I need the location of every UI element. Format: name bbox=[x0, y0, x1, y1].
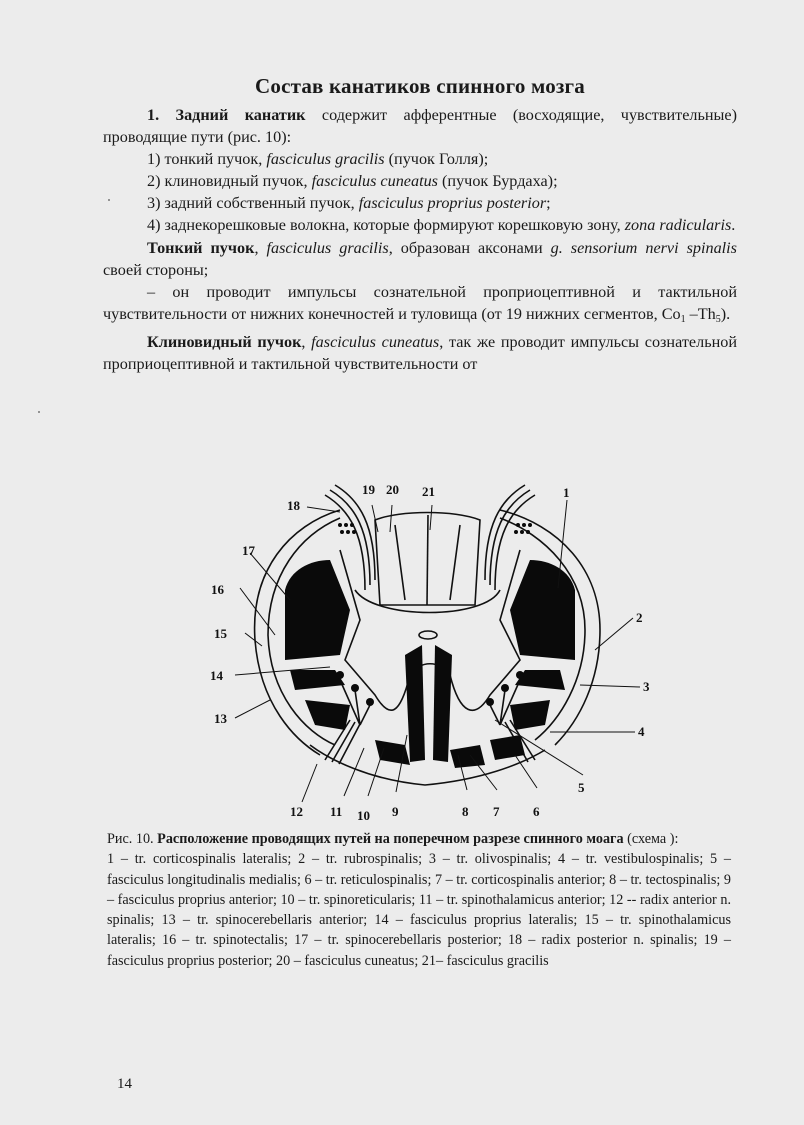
label-14: 14 bbox=[210, 668, 223, 683]
list-item bbox=[103, 214, 737, 236]
bold-term: 1. Задний канатик bbox=[147, 106, 306, 124]
page-title: Состав канатиков спинного мозга bbox=[255, 74, 585, 98]
latin-term: fasciculus proprius posterior bbox=[358, 194, 547, 213]
paragraph-cuneate bbox=[103, 331, 737, 375]
text: 3) задний собственный пучок, bbox=[147, 194, 359, 213]
text: 2) клиновидный пучок, bbox=[147, 172, 312, 191]
latin-term: g. sensorium nervi spinalis bbox=[550, 238, 737, 257]
text: содержит афферентные (восходящие, чувствительные) проводящие пути (рис. 10): bbox=[103, 106, 737, 147]
latin-term: fasciculus gracilis bbox=[266, 150, 385, 169]
text: – он проводит импульсы сознательной проприоцептивной и тактильной чувствительности от нижних конечностей и туловища (от 19 нижних сегментов, Co bbox=[103, 282, 737, 323]
label-21: 21 bbox=[422, 484, 435, 499]
label-8: 8 bbox=[462, 804, 469, 819]
label-6: 6 bbox=[533, 804, 540, 819]
text: ). bbox=[720, 304, 731, 323]
text: , bbox=[301, 332, 312, 351]
caption-bold: Расположение проводящих путей на поперечном разрезе спинного моага bbox=[157, 831, 624, 847]
label-16: 16 bbox=[211, 582, 224, 597]
text: 4) заднекорешковые волокна, которые формируют корешковую зону, bbox=[147, 216, 625, 235]
scan-speck bbox=[108, 199, 110, 201]
label-1: 1 bbox=[563, 485, 570, 500]
scan-speck bbox=[38, 411, 40, 413]
bold-term: Клиновидный пучок bbox=[147, 332, 302, 351]
spinal-cord-diagram bbox=[200, 470, 660, 830]
label-4: 4 bbox=[638, 724, 645, 739]
text: (пучок Бурдаха); bbox=[437, 172, 558, 191]
label-7: 7 bbox=[493, 804, 500, 819]
subscript: 5 bbox=[715, 313, 721, 325]
caption-title bbox=[107, 829, 731, 849]
anterior-column-left bbox=[405, 645, 425, 762]
label-11: 11 bbox=[330, 804, 343, 819]
paragraph-gracile bbox=[103, 237, 737, 281]
latin-term: fasciculus gracilis bbox=[266, 238, 389, 257]
label-10: 10 bbox=[357, 808, 370, 823]
text: –Th bbox=[685, 304, 716, 323]
text: 1) тонкий пучок, bbox=[147, 150, 267, 169]
text: . bbox=[731, 216, 736, 235]
text: , bbox=[254, 238, 267, 257]
text: своей стороны; bbox=[103, 260, 209, 279]
list-item bbox=[103, 170, 737, 192]
page-number: 14 bbox=[117, 1076, 132, 1092]
caption-prefix: Рис. 10. bbox=[107, 831, 158, 847]
latin-term: zona radicularis bbox=[624, 216, 732, 235]
label-9: 9 bbox=[392, 804, 399, 819]
paragraph-gracile-function bbox=[103, 281, 737, 331]
caption-suffix: (схема ): bbox=[623, 831, 679, 847]
dotted-zone-left bbox=[338, 523, 356, 534]
bold-term: Тонкий пучок bbox=[147, 238, 255, 257]
text: (пучок Голля); bbox=[384, 150, 489, 169]
body-text bbox=[103, 104, 737, 375]
tract-17-region bbox=[285, 560, 350, 660]
label-3: 3 bbox=[643, 679, 650, 694]
label-19: 19 bbox=[362, 482, 375, 497]
spinal-cord-svg bbox=[200, 470, 660, 830]
label-20: 20 bbox=[386, 482, 399, 497]
list-item bbox=[103, 148, 737, 170]
label-18: 18 bbox=[287, 498, 300, 513]
paragraph-posterior-funiculus bbox=[103, 104, 737, 148]
text: , так же проводит импульсы сознательной проприоцептивной и тактильной чувствительности от bbox=[103, 332, 737, 374]
label-12: 12 bbox=[290, 804, 303, 819]
tract-1-region bbox=[510, 560, 575, 660]
subscript: 1 bbox=[680, 313, 686, 325]
text: ; bbox=[546, 194, 551, 213]
figure-caption bbox=[107, 829, 731, 971]
list-item bbox=[103, 192, 737, 214]
text: , образован аксонами bbox=[388, 238, 551, 257]
anterior-column-right bbox=[433, 645, 452, 762]
label-13: 13 bbox=[214, 711, 227, 726]
label-5: 5 bbox=[578, 780, 585, 795]
caption-legend: 1 – tr. corticospinalis lateralis; 2 – tr. rubrospinalis; 3 – tr. olivospinalis; 4 – tr. vestibulospinalis; 5 – fasciculus longitudinalis medialis; 6 – tr. reticulospinalis; 7 – tr. corticospinalis anterior; 8 – tr. tectospinalis; 9 – fasciculus proprius anterior; 10 – tr. spinoreticularis; 11 – tr. spinothalamicus anterior; 12 -- radix anterior n. spinalis; 13 – tr. spinocerebellaris anterior; 14 – fasciculus proprius lateralis; 15 – tr. spinothalamicus lateralis; 16 – tr. spinotectalis; 17 – tr. spinocerebellaris posterior; 18 – radix posterior n. spinalis; 19 – fasciculus proprius posterior; 20 – fasciculus cuneatus; 21– fasciculus gracilis bbox=[107, 851, 731, 969]
latin-term: fasciculus cuneatus bbox=[311, 332, 440, 351]
label-17: 17 bbox=[242, 543, 255, 558]
label-15: 15 bbox=[214, 626, 227, 641]
latin-term: fasciculus cuneatus bbox=[311, 172, 438, 191]
label-2: 2 bbox=[636, 610, 643, 625]
